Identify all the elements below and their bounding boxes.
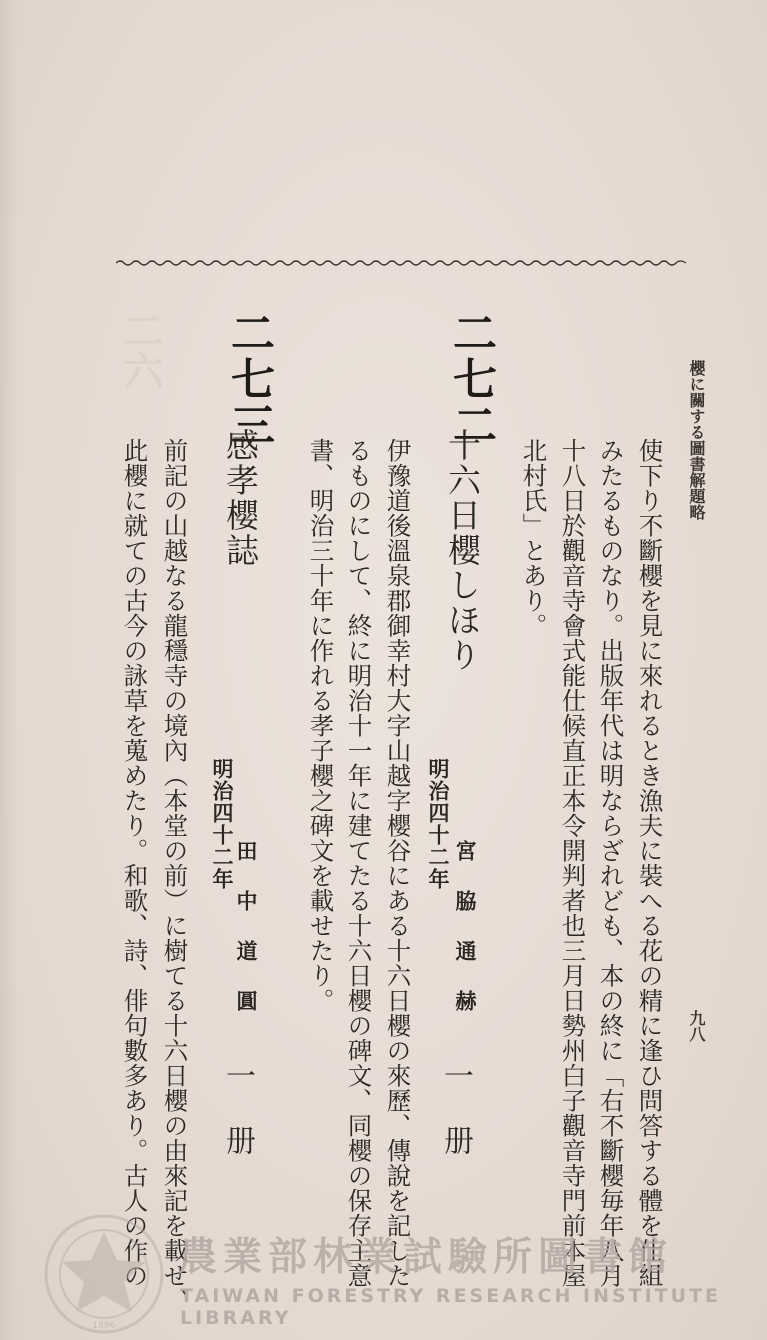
entry-copies-272: 一 册 bbox=[438, 1060, 473, 1155]
seal-year-text: 1896 bbox=[92, 1321, 116, 1331]
continuation-line-1: 使下り不斷櫻を見に來れるとき漁夫に裝へる花の精に逢ひ問答する體を仕組 bbox=[635, 438, 665, 1288]
entry-title-272: 十六日櫻しほり bbox=[443, 428, 482, 673]
continuation-line-4: 北村氏」とあり。 bbox=[519, 438, 549, 638]
entry-author-272: 宮 脇 通 赫 bbox=[453, 840, 478, 1013]
entry-title-273: 感孝櫻誌 bbox=[221, 428, 260, 568]
library-seal-logo bbox=[42, 1212, 166, 1336]
entry-year-273: 明治四十二年 bbox=[210, 758, 235, 890]
section-divider bbox=[116, 258, 686, 268]
entry-year-272: 明治四十二年 bbox=[426, 758, 451, 890]
library-name: 農業部林業試驗所圖書館 bbox=[178, 1235, 674, 1280]
entry-author-273: 田 中 道 圓 bbox=[234, 840, 259, 1013]
page-number: 九八 bbox=[687, 1010, 706, 1042]
entry-number-273: 二七三 bbox=[223, 310, 274, 448]
continuation-line-3: 十八日於觀音寺會式能仕候直正本令開判者也三月日勢州白子觀音寺門前本屋 bbox=[558, 438, 588, 1288]
continuation-line-2: みたるものなり。出版年代は明ならざれども、本の終に「右不斷櫻毎年八月 bbox=[596, 438, 626, 1288]
entry-body-272-line-1: 伊豫道後溫泉郡御幸村大字山越字櫻谷にある十六日櫻の來歷、傳說を記した bbox=[383, 438, 413, 1288]
running-header: 櫻に關する圖書解題略 bbox=[687, 360, 706, 520]
library-name-english: TAIWAN FORESTRY RESEARCH INSTITUTE LIBRARY bbox=[180, 1285, 722, 1329]
entry-body-272-line-3: 書、明治三十年に作れる孝子櫻之碑文を載せたり。 bbox=[306, 438, 336, 1013]
entry-copies-273: 一 册 bbox=[220, 1060, 255, 1155]
entry-number-272: 二七二 bbox=[445, 310, 496, 448]
bleed-through-ghost: 二六 bbox=[117, 310, 164, 390]
entry-body-272-line-2: るものにして、終に明治十一年に建てたる十六日櫻の碑文、同櫻の保存主意 bbox=[344, 438, 374, 1288]
entry-body-273-line-1: 前記の山越なる龍穩寺の境內（本堂の前）に樹てる十六日櫻の由來記を載せ、 bbox=[160, 438, 190, 1313]
page-edge-shadow bbox=[0, 0, 18, 1340]
entry-body-273-line-2: 此櫻に就ての古今の詠草を蒐めたり。和歌、詩、俳句數多あり。古人の作の bbox=[120, 438, 150, 1288]
